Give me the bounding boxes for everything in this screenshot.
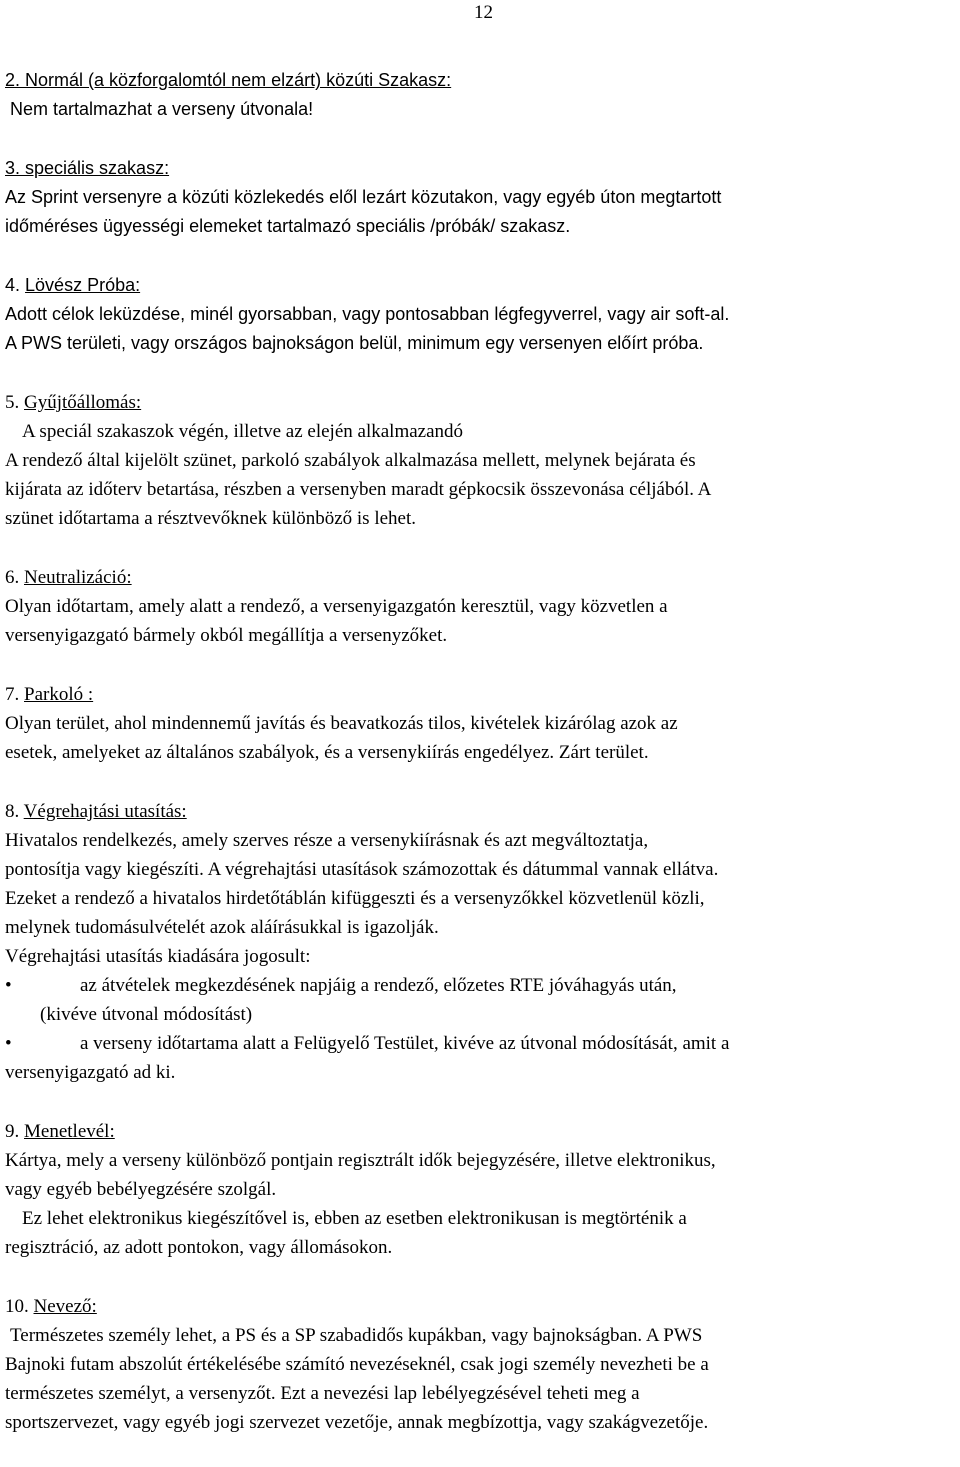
bullet-icon: •: [5, 1033, 12, 1054]
section-text-line: Bajnoki futam abszolút értékelésébe számító nevezéseknél, csak jogi személy nevezheti be a: [5, 1354, 709, 1375]
section-label: Gyűjtőállomás:: [24, 392, 142, 413]
section-number: 6.: [5, 567, 20, 588]
section-number: 4.: [5, 275, 21, 295]
page-number: 12: [474, 2, 493, 23]
section-label: Végrehajtási utasítás:: [23, 801, 187, 822]
section-label: Parkoló :: [24, 684, 94, 705]
section-4: [5, 271, 957, 358]
section-text-line: versenyigazgató bármely okból megállítja a versenyzőket.: [5, 625, 448, 646]
section-text-line: Kártya, mely a verseny különböző pontjain regisztrált idők bejegyzésére, illetve elektronikus,: [5, 1150, 716, 1171]
bullet-text-continuation: (kivéve útvonal módosítást): [40, 1004, 253, 1025]
section-text-line: időméréses ügyességi elemeket tartalmazó speciális /próbák/ szakasz.: [5, 216, 571, 236]
section-number: 5.: [5, 392, 20, 413]
section-text-line: Az Sprint versenyre a közúti közlekedés elől lezárt közutakon, vagy egyéb úton megtartott: [5, 187, 722, 207]
section-label: Lövész Próba:: [25, 275, 141, 295]
section-text-line: A rendező által kijelölt szünet, parkoló szabályok alkalmazása mellett, melynek bejárata és: [5, 450, 696, 471]
section-2: [5, 66, 957, 124]
bullet-item: [5, 971, 957, 1000]
section-text-line: regisztráció, az adott pontokon, vagy állomásokon.: [5, 1237, 393, 1258]
section-text-line: Olyan időtartam, amely alatt a rendező, a versenyigazgatón keresztül, vagy közvetlen a: [5, 596, 668, 617]
section-heading: [5, 797, 957, 826]
section-label: Nevező:: [33, 1296, 97, 1317]
section-3: [5, 154, 957, 241]
section-heading: [5, 1292, 957, 1321]
section-heading: 2. Normál (a közforgalomtól nem elzárt) közúti Szakasz:: [5, 70, 452, 90]
section-text-line: Végrehajtási utasítás kiadására jogosult:: [5, 946, 311, 967]
section-text-line: szünet időtartama a résztvevőknek különböző is lehet.: [5, 508, 417, 529]
section-text-line: pontosítja vagy kiegészíti. A végrehajtási utasítások számozottak és dátummal vannak ellátva.: [5, 859, 719, 880]
section-text-line: A PWS területi, vagy országos bajnokságon belül, minimum egy versenyen előírt próba.: [5, 333, 704, 353]
section-text-line: A speciál szakaszok végén, illetve az elején alkalmazandó: [22, 421, 464, 442]
section-text-line: melynek tudomásulvételét azok aláírásukkal is igazolják.: [5, 917, 439, 938]
section-number: 7.: [5, 684, 20, 705]
bullet-text: a verseny időtartama alatt a Felügyelő Testület, kivéve az útvonal módosítását, amit a: [80, 1033, 730, 1054]
section-number: 10.: [5, 1296, 29, 1317]
section-text-line: Olyan terület, ahol mindennemű javítás és beavatkozás tilos, kivételek kizárólag azok az: [5, 713, 678, 734]
section-6: [5, 563, 957, 650]
section-7: [5, 680, 957, 767]
bullet-text-continuation: versenyigazgató ad ki.: [5, 1062, 176, 1083]
section-heading: 3. speciális szakasz:: [5, 158, 170, 178]
document-body: [5, 66, 957, 1467]
section-text-line: vagy egyéb bebélyegzésére szolgál.: [5, 1179, 277, 1200]
bullet-item: [5, 1029, 957, 1058]
section-text-line: esetek, amelyeket az általános szabályok, és a versenykiírás engedélyez. Zárt terület.: [5, 742, 649, 763]
section-heading: [5, 680, 957, 709]
section-heading: [5, 1117, 957, 1146]
section-heading: [5, 271, 957, 300]
section-label: Menetlevél:: [24, 1121, 115, 1142]
section-text-line: Ezeket a rendező a hivatalos hirdetőtáblán kifüggeszti és a versenyzőkkel közvetlenül közli,: [5, 888, 705, 909]
section-8: [5, 797, 957, 1087]
section-text-line: kijárata az időterv betartása, részben a versenyben maradt gépkocsik összevonása céljából. A: [5, 479, 712, 500]
section-5: [5, 388, 957, 533]
section-heading: [5, 388, 957, 417]
section-heading: [5, 563, 957, 592]
section-text-line: Ez lehet elektronikus kiegészítővel is, ebben az esetben elektronikusan is megtörténik a: [22, 1208, 687, 1229]
section-label: Neutralizáció:: [24, 567, 132, 588]
bullet-text: az átvételek megkezdésének napjáig a rendező, előzetes RTE jóváhagyás után,: [80, 975, 677, 996]
section-text-line: sportszervezet, vagy egyéb jogi szervezet vezetője, annak megbízottja, vagy szakágvezetője.: [5, 1412, 709, 1433]
section-number: 8.: [5, 801, 20, 822]
section-text-line: természetes személyt, a versenyzőt. Ezt a nevezési lap lebélyegzésével teheti meg a: [5, 1383, 640, 1404]
section-9: [5, 1117, 957, 1262]
section-10: [5, 1292, 957, 1437]
bullet-icon: •: [5, 975, 12, 996]
section-text-line: Nem tartalmazhat a verseny útvonala!: [10, 99, 314, 119]
section-text-line: Természetes személy lehet, a PS és a SP szabadidős kupákban, vagy bajnokságban. A PWS: [10, 1325, 703, 1346]
section-text-line: Hivatalos rendelkezés, amely szerves része a versenykiírásnak és azt megváltoztatja,: [5, 830, 649, 851]
section-number: 9.: [5, 1121, 20, 1142]
section-text-line: Adott célok leküzdése, minél gyorsabban, vagy pontosabban légfegyverrel, vagy air soft-al.: [5, 304, 730, 324]
